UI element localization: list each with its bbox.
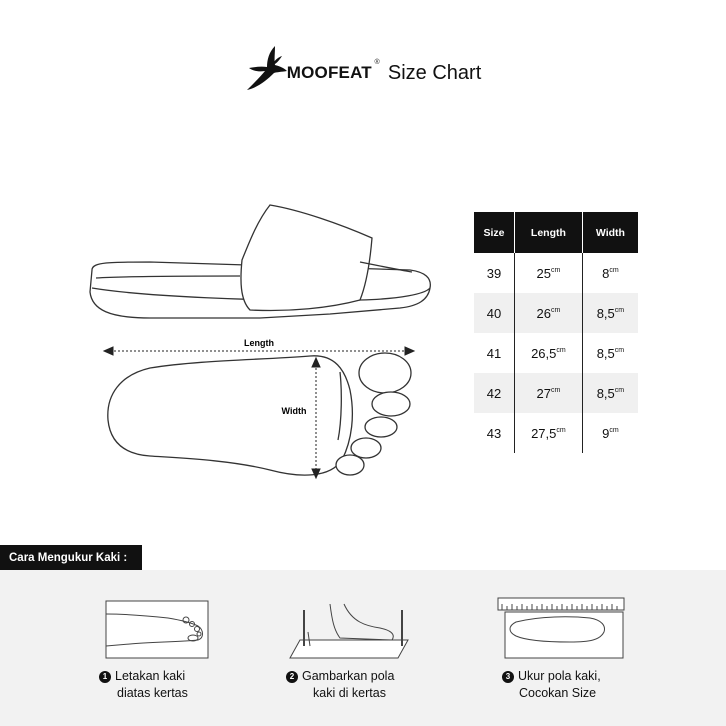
- column-header-width: Width: [582, 212, 638, 253]
- how-to-illustrations: [0, 570, 726, 660]
- length-cell: $26^{cm}$: [515, 293, 583, 333]
- length-cell: $26,5^{cm}$: [515, 333, 583, 373]
- step-number-badge: 3: [502, 671, 514, 683]
- length-cell: $27,5^{cm}$: [515, 413, 583, 453]
- size-cell: 40: [474, 293, 515, 333]
- foot-tracing-icon: [290, 604, 408, 658]
- width-cell: $8,5^{cm}$: [582, 373, 638, 413]
- length-cell: $25^{cm}$: [515, 253, 583, 293]
- length-cell: $27^{cm}$: [515, 373, 583, 413]
- sandal-side-icon: [90, 205, 430, 318]
- how-to-measure-label: Cara Mengukur Kaki :: [0, 545, 142, 570]
- step-2-caption: 2 Gambarkan pola kaki di kertas: [286, 668, 394, 702]
- width-cell: $8,5^{cm}$: [582, 293, 638, 333]
- width-cell: $8^{cm}$: [582, 253, 638, 293]
- ruler-measure-icon: [498, 598, 624, 658]
- size-cell: 42: [474, 373, 515, 413]
- size-cell: 43: [486, 425, 502, 441]
- length-label: Length: [244, 338, 274, 348]
- foot-sole-icon: [108, 353, 411, 475]
- table-header-row: [474, 212, 638, 253]
- width-cell: $9^{cm}$: [582, 413, 638, 453]
- brand-name: MOOFEAT ®: [286, 59, 380, 82]
- table-row: [474, 413, 638, 453]
- width-cell: $8,5^{cm}$: [582, 333, 638, 373]
- size-cell: 41: [486, 345, 502, 361]
- size-chart-table: [474, 212, 638, 453]
- table-row: [474, 373, 638, 413]
- page-title: Size Chart: [387, 61, 482, 84]
- width-label: Width: [281, 406, 307, 416]
- step-1-caption: 1 Letakan kaki diatas kertas: [99, 668, 188, 702]
- foot-on-paper-icon: [106, 601, 208, 658]
- column-header-size: Size: [474, 212, 515, 253]
- table-row: [474, 253, 638, 293]
- step-3-caption: 3 Ukur pola kaki, Cocokan Size: [502, 668, 601, 702]
- step-number-badge: 1: [99, 671, 111, 683]
- table-row: [474, 293, 638, 333]
- table-row: [474, 333, 638, 373]
- column-header-length: Length: [515, 212, 583, 253]
- size-cell: 39: [486, 265, 502, 281]
- step-number-badge: 2: [286, 671, 298, 683]
- length-arrow: [104, 347, 414, 355]
